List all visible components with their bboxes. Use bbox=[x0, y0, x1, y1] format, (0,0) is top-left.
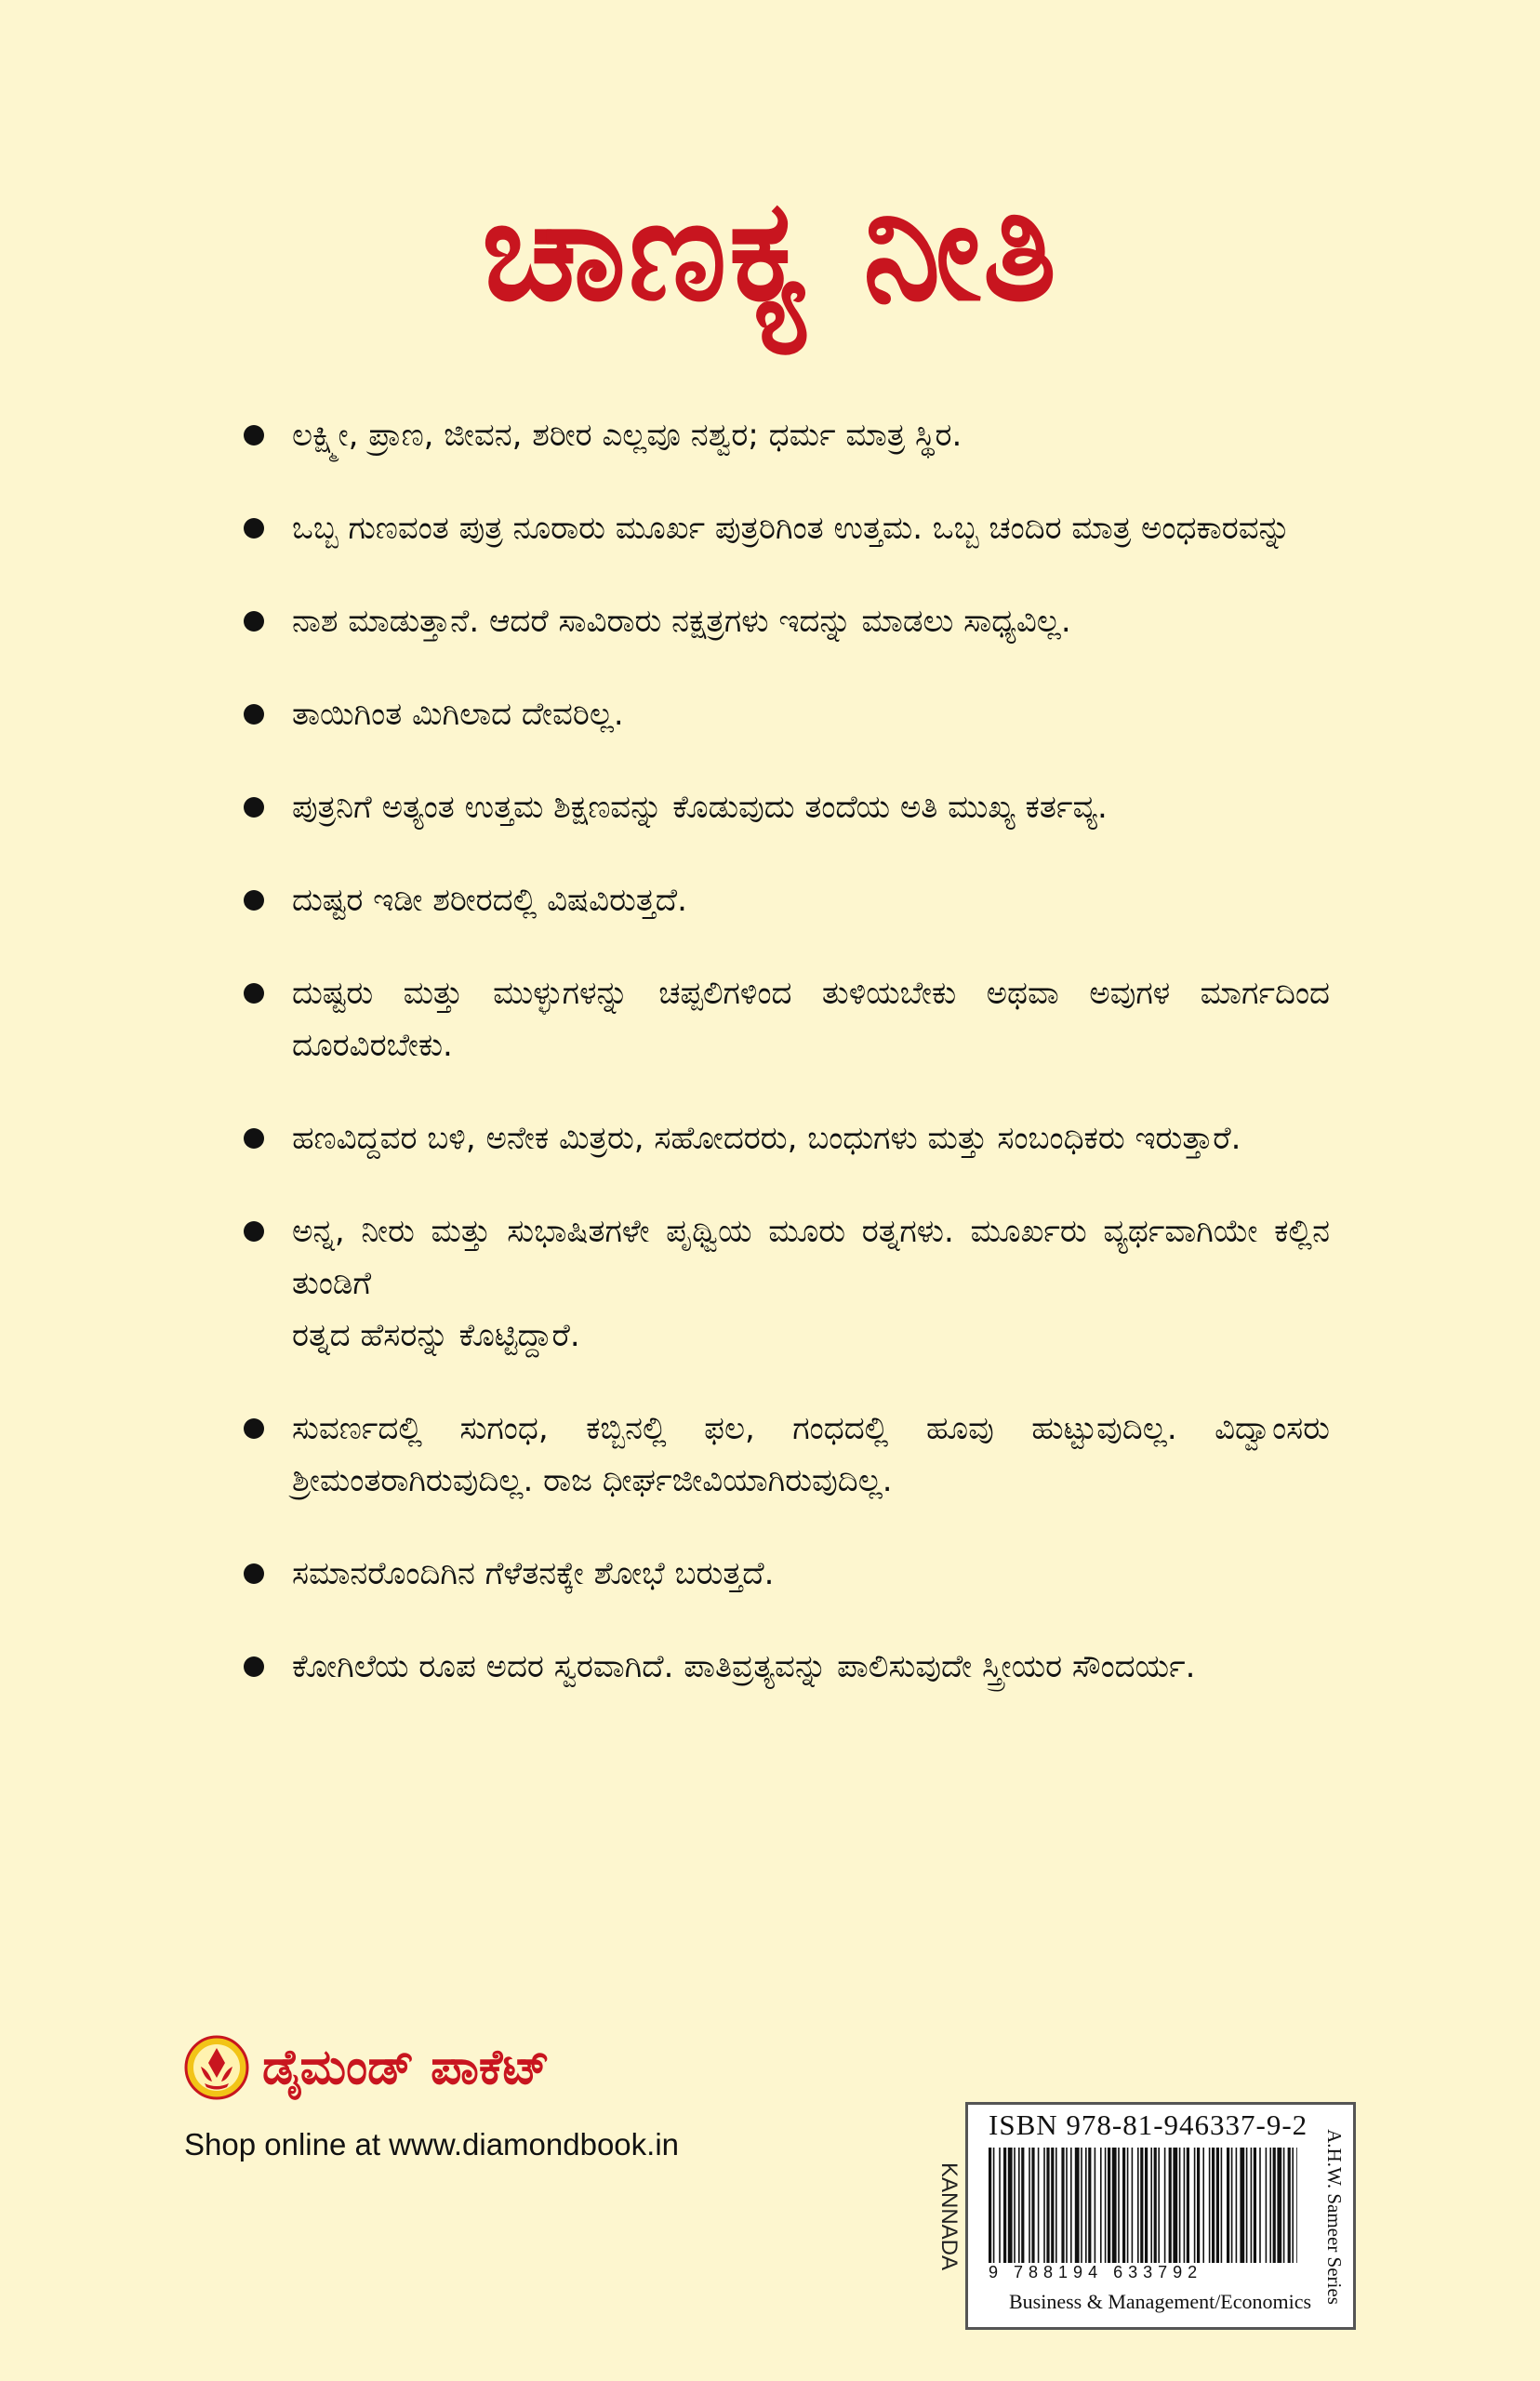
barcode-stripe bbox=[1132, 2148, 1134, 2263]
list-item bbox=[232, 781, 1330, 833]
bullet-icon bbox=[244, 890, 264, 911]
list-item bbox=[232, 1641, 1330, 1693]
quote-text: ನಾಶ ಮಾಡುತ್ತಾನೆ. ಆದರೆ ಸಾವಿರಾರು ನಕ್ಷತ್ರಗಳು ಇದನ್ನು ಮಾಡಲು ಸಾಧ್ಯವಿಲ್ಲ. bbox=[292, 603, 1071, 640]
isbn-number: ISBN 978-81-946337-9-2 bbox=[989, 2108, 1308, 2141]
barcode-stripe bbox=[993, 2148, 995, 2263]
barcode-stripe bbox=[1070, 2148, 1072, 2263]
list-item bbox=[232, 1205, 1330, 1362]
barcode-stripe bbox=[999, 2148, 1001, 2263]
list-item bbox=[232, 409, 1330, 461]
barcode-stripe bbox=[1209, 2148, 1211, 2263]
language-label bbox=[933, 2102, 964, 2330]
barcode-stripe bbox=[1127, 2148, 1129, 2263]
barcode-stripe bbox=[1118, 2148, 1120, 2263]
bullet-icon bbox=[244, 1418, 264, 1439]
barcode-stripe bbox=[1100, 2148, 1102, 2263]
quote-list bbox=[232, 409, 1330, 1734]
barcode-stripe bbox=[1212, 2148, 1215, 2263]
bullet-icon bbox=[244, 797, 264, 818]
barcode-stripe bbox=[1236, 2148, 1238, 2263]
quote-text: ಸುವರ್ಣದಲ್ಲಿ ಸುಗಂಧ, ಕಬ್ಬಿನಲ್ಲಿ ಫಲ, ಗಂಧದಲ್ಲಿ ಹೂವು ಹುಟ್ಟುವುದಿಲ್ಲ. ವಿದ್ವಾಂಸರು ಶ್ರೀಮಂತರಾಗಿರುವುದಿಲ್ಲ. ರಾಜ ಧೀರ್ಘಜೀವಿಯಾಗಿರುವುದಿಲ್ಲ. bbox=[292, 1410, 1330, 1499]
barcode-stripe bbox=[1081, 2148, 1082, 2263]
quote-text: ಹಣವಿದ್ದವರ ಬಳಿ, ಅನೇಕ ಮಿತ್ರರು, ಸಹೋದರರು, ಬಂಧುಗಳು ಮತ್ತು ಸಂಬಂಧಿಕರು ಇರುತ್ತಾರೆ. bbox=[292, 1120, 1241, 1157]
series-text: A.H.W. Sameer Series bbox=[1322, 2128, 1346, 2305]
barcode-stripe bbox=[1085, 2148, 1087, 2263]
barcode-stripe bbox=[1221, 2148, 1223, 2263]
barcode-stripe bbox=[1184, 2148, 1186, 2263]
barcode-stripe bbox=[1014, 2148, 1016, 2263]
barcode-stripe bbox=[1179, 2148, 1181, 2263]
series-label bbox=[1310, 2105, 1357, 2328]
quote-text: ಒಬ್ಬ ಗುಣವಂತ ಪುತ್ರ ನೂರಾರು ಮೂರ್ಖ ಪುತ್ರರಿಗಿಂತ ಉತ್ತಮ. ಒಬ್ಬ ಚಂದಿರ ಮಾತ್ರ ಅಂಧಕಾರವನ್ನು bbox=[292, 510, 1291, 547]
barcode-stripe bbox=[1031, 2148, 1034, 2263]
barcode-stripe bbox=[1137, 2148, 1139, 2263]
bullet-icon bbox=[244, 983, 264, 1004]
barcode-stripe bbox=[1140, 2148, 1143, 2263]
barcode-stripe bbox=[1043, 2148, 1045, 2263]
quote-text: ಕೋಗಿಲೆಯ ರೂಪ ಅದರ ಸ್ವರವಾಗಿದೆ. ಪಾತಿವ್ರತ್ಯವನ್ನು ಪಾಲಿಸುವುದೇ ಸ್ತ್ರೀಯರ ಸೌಂದರ್ಯ. bbox=[292, 1648, 1196, 1685]
isbn-barcode-box bbox=[965, 2102, 1356, 2330]
barcode-stripe bbox=[1038, 2148, 1040, 2263]
barcode-stripe bbox=[1018, 2148, 1020, 2263]
barcode-stripe bbox=[1216, 2148, 1219, 2263]
barcode-stripe bbox=[1108, 2148, 1110, 2263]
barcode-stripe bbox=[1231, 2148, 1233, 2263]
bullet-icon bbox=[244, 1128, 264, 1149]
list-item bbox=[232, 595, 1330, 647]
quote-text: ಸಮಾನರೊಂದಿಗಿನ ಗೆಳೆತನಕ್ಕೇ ಶೋಭೆ ಬರುತ್ತದೆ. bbox=[292, 1555, 775, 1592]
bullet-icon bbox=[244, 1656, 264, 1677]
barcode-stripe bbox=[1273, 2148, 1276, 2263]
barcode-stripe bbox=[1164, 2148, 1166, 2263]
barcode-stripe bbox=[1187, 2148, 1189, 2263]
diamond-lotus-logo-icon bbox=[184, 2035, 249, 2100]
barcode-digits: 9 788194 633792 bbox=[989, 2263, 1203, 2281]
barcode-stripe bbox=[1246, 2148, 1248, 2263]
shop-online-link[interactable]: Shop online at www.diamondbook.in bbox=[184, 2127, 680, 2162]
barcode-stripe bbox=[1122, 2148, 1125, 2263]
barcode-stripe bbox=[1197, 2148, 1200, 2263]
barcode-stripe bbox=[1003, 2148, 1006, 2263]
barcode-stripe bbox=[1154, 2148, 1157, 2263]
list-item bbox=[232, 967, 1330, 1071]
barcode-stripe bbox=[1158, 2148, 1160, 2263]
barcode-stripe bbox=[1088, 2148, 1091, 2263]
barcode-stripe bbox=[1173, 2148, 1177, 2263]
barcode-stripe bbox=[1112, 2148, 1117, 2263]
bullet-icon bbox=[244, 425, 264, 446]
barcode-stripe bbox=[1227, 2148, 1229, 2263]
quote-text: ಲಕ್ಷ್ಮೀ, ಪ್ರಾಣ, ಜೀವನ, ಶರೀರ ಎಲ್ಲವೂ ನಶ್ವರ; ಧರ್ಮ ಮಾತ್ರ ಸ್ಥಿರ. bbox=[292, 417, 962, 454]
quote-text: ಅನ್ನ, ನೀರು ಮತ್ತು ಸುಭಾಷಿತಗಳೇ ಪೃಥ್ವಿಯ ಮೂರು ರತ್ನಗಳು. ಮೂರ್ಖರು ವ್ಯರ್ಥವಾಗಿಯೇ ಕಲ್ಲಿನ ತುಂಡಿಗೆ ರತ್ನದ ಹೆಸರನ್ನು ಕೊಟ್ಟಿದ್ದಾರೆ. bbox=[292, 1213, 1330, 1354]
barcode-stripe bbox=[1292, 2148, 1294, 2263]
quote-text: ದುಷ್ಟರ ಇಡೀ ಶರೀರದಲ್ಲಿ ವಿಷವಿರುತ್ತದೆ. bbox=[292, 882, 687, 919]
barcode-stripe bbox=[1095, 2148, 1096, 2263]
barcode-stripe bbox=[1269, 2148, 1271, 2263]
barcode-stripe bbox=[1194, 2148, 1196, 2263]
barcode-icon bbox=[989, 2148, 1297, 2263]
barcode-stripe bbox=[1150, 2148, 1152, 2263]
barcode-stripe bbox=[989, 2148, 991, 2263]
barcode-stripe bbox=[1021, 2148, 1024, 2263]
barcode-stripe bbox=[1008, 2148, 1013, 2263]
barcode-stripe bbox=[1055, 2148, 1057, 2263]
barcode-stripe bbox=[1259, 2148, 1261, 2263]
quote-text: ದುಷ್ಟರು ಮತ್ತು ಮುಳ್ಳುಗಳನ್ನು ಚಪ್ಪಲಿಗಳಿಂದ ತುಳಿಯಬೇಕು ಅಥವಾ ಅವುಗಳ ಮಾರ್ಗದಿಂದ ದೂರವಿರಬೇಕು. bbox=[292, 975, 1330, 1064]
barcode-stripe bbox=[1251, 2148, 1253, 2263]
bullet-icon bbox=[244, 611, 264, 632]
book-category: Business & Management/Economics bbox=[1009, 2290, 1312, 2313]
list-item bbox=[232, 1112, 1330, 1164]
barcode-stripe bbox=[1169, 2148, 1172, 2263]
barcode-stripe bbox=[1145, 2148, 1148, 2263]
bullet-icon bbox=[244, 1221, 264, 1242]
barcode-stripe bbox=[1288, 2148, 1291, 2263]
barcode-stripe bbox=[1254, 2148, 1256, 2263]
barcode-stripe bbox=[1283, 2148, 1285, 2263]
language-text: KANNADA bbox=[936, 2162, 962, 2270]
list-item bbox=[232, 874, 1330, 926]
barcode-stripe bbox=[1105, 2148, 1107, 2263]
book-title: ಚಾಣಕ್ಯ ನೀತಿ bbox=[481, 170, 1059, 332]
bullet-icon bbox=[244, 704, 264, 725]
barcode-stripe bbox=[1046, 2148, 1049, 2263]
list-item bbox=[232, 688, 1330, 740]
barcode-stripe bbox=[1296, 2148, 1297, 2263]
publisher-name: ಡೈಮಂಡ್ ಪಾಕೆಟ್ bbox=[262, 2040, 551, 2095]
barcode-stripe bbox=[1061, 2148, 1064, 2263]
list-item bbox=[232, 1548, 1330, 1600]
quote-text: ತಾಯಿಗಿಂತ ಮಿಗಿಲಾದ ದೇವರಿಲ್ಲ. bbox=[292, 696, 624, 733]
bullet-icon bbox=[244, 518, 264, 539]
barcode-stripe bbox=[1202, 2148, 1204, 2263]
barcode-stripe bbox=[1075, 2148, 1080, 2263]
barcode-stripe bbox=[1266, 2148, 1268, 2263]
quote-text: ಪುತ್ರನಿಗೆ ಅತ್ಯಂತ ಉತ್ತಮ ಶಿಕ್ಷಣವನ್ನು ಕೊಡುವುದು ತಂದೆಯ ಅತಿ ಮುಖ್ಯ ಕರ್ತವ್ಯ. bbox=[292, 789, 1108, 826]
list-item bbox=[232, 502, 1330, 554]
barcode-stripe bbox=[1029, 2148, 1030, 2263]
bullet-icon bbox=[244, 1563, 264, 1584]
list-item bbox=[232, 1403, 1330, 1507]
barcode-stripe bbox=[1240, 2148, 1244, 2263]
barcode-stripe bbox=[1277, 2148, 1281, 2263]
barcode-stripe bbox=[1051, 2148, 1054, 2263]
barcode-stripe bbox=[1066, 2148, 1068, 2263]
